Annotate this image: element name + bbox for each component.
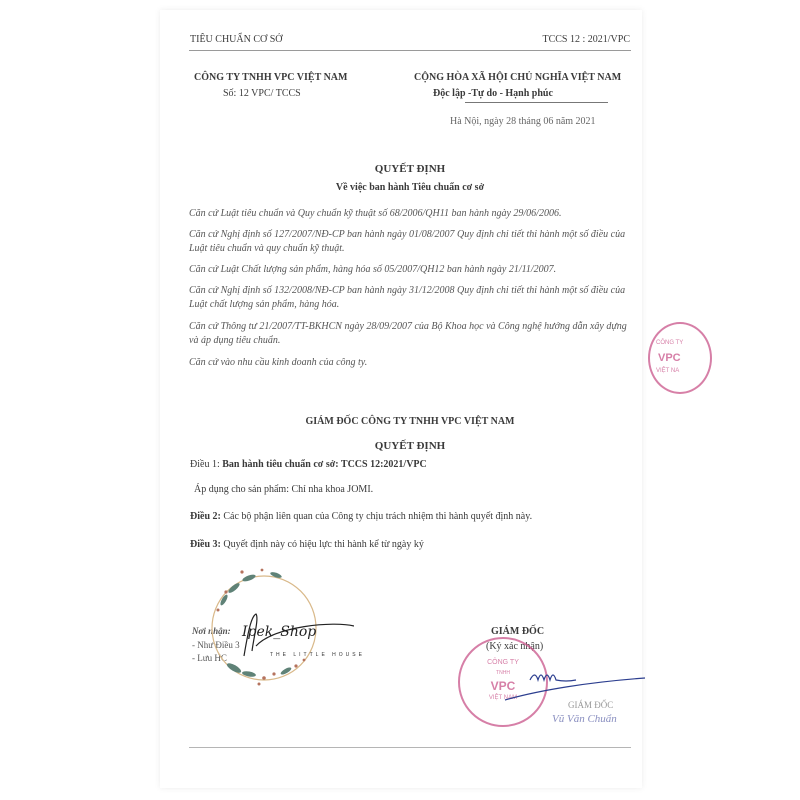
stamp-line-4: VIỆT NAM (488, 695, 518, 701)
stamp-title: GIÁM ĐỐC (568, 700, 614, 710)
header-right: TCCS 12 : 2021/VPC (542, 34, 630, 45)
watermark-brand: Ipek_Shop (242, 624, 317, 640)
article-1 (190, 459, 427, 470)
article-1-label: Điều 1: (190, 459, 220, 470)
article-1-text: Ban hành tiêu chuẩn cơ sở: TCCS 12:2021/VPC (222, 459, 427, 470)
footer-divider (189, 747, 631, 748)
article-3-text: Quyết định này có hiệu lực thi hành kể từ ngày ký (223, 539, 424, 550)
watermark-logo (204, 566, 365, 686)
nation-title: CỘNG HÒA XÃ HỘI CHỦ NGHĨA VIỆT NAM (414, 72, 622, 83)
decision-title: QUYẾT ĐỊNH (374, 163, 446, 175)
basis-2: Căn cứ Nghị định số 127/2007/NĐ-CP ban hành ngày 01/08/2007 Quy định chi tiết thi hành một số điều của Luật tiêu chuẩn và quy chuẩn kỹ thuật. (189, 229, 626, 254)
recipient-1: - Như Điều 3 (192, 640, 240, 650)
side-stamp (648, 322, 712, 394)
basis-4: Căn cứ Nghị định số 132/2008/NĐ-CP ban hành ngày 31/12/2008 Quy định chi tiết thi hành một số điều của Luật chất lượng sản phẩm, hàng hóa. (189, 285, 626, 310)
side-stamp-line-1: CÔNG TY (656, 340, 684, 346)
stamp-line-2: TNHH (496, 670, 510, 676)
decision-title-2: QUYẾT ĐỊNH (374, 440, 446, 452)
decision-subtitle: Về việc ban hành Tiêu chuẩn cơ sở (335, 182, 485, 193)
motto-underline (465, 102, 608, 103)
watermark-tagline: THE LITTLE HOUSE (270, 652, 365, 658)
recipients-label: Nơi nhận: (192, 626, 231, 636)
basis-6: Căn cứ vào nhu cầu kinh doanh của công ty. (189, 357, 368, 368)
stamp-line-1: CÔNG TY (487, 659, 519, 666)
stamp-line-3: VPC (490, 679, 516, 693)
company-name: CÔNG TY TNHH VPC VIỆT NAM (194, 72, 348, 83)
basis-5: Căn cứ Thông tư 21/2007/TT-BKHCN ngày 28/09/2007 của Bộ Khoa học và Công nghệ hướng dẫn xây dựng và áp dụng tiêu chuẩn. (189, 321, 627, 346)
article-3 (190, 539, 424, 550)
basis-3: Căn cứ Luật Chất lượng sản phẩm, hàng hóa số 05/2007/QH12 ban hành ngày 21/11/2007. (189, 264, 557, 275)
header-left: TIÊU CHUẨN CƠ SỞ (190, 34, 283, 45)
recipient-2: - Lưu HC (192, 653, 227, 663)
document-number: Số: 12 VPC/ TCCS (223, 88, 301, 99)
basis-1: Căn cứ Luật tiêu chuẩn và Quy chuẩn kỹ thuật số 68/2006/QH11 ban hành ngày 29/06/2006. (189, 208, 562, 219)
article-2 (190, 511, 532, 522)
nation-motto: Độc lập -Tự do - Hạnh phúc (433, 88, 553, 99)
document-date: Hà Nội, ngày 28 tháng 06 năm 2021 (450, 116, 596, 127)
article-2-label: Điều 2: (190, 511, 221, 522)
signature-note: (Ký xác nhận) (486, 641, 544, 652)
header-divider (189, 50, 631, 51)
article-apply: Áp dụng cho sản phẩm: Chỉ nha khoa JOMI. (194, 484, 374, 495)
director-heading: GIÁM ĐỐC CÔNG TY TNHH VPC VIỆT NAM (305, 416, 515, 427)
signer-name: Vũ Văn Chuẩn (552, 713, 617, 725)
side-stamp-line-2: VPC (658, 352, 681, 364)
article-2-text: Các bộ phận liên quan của Công ty chịu trách nhiệm thi hành quyết định này. (223, 511, 533, 522)
side-stamp-line-3: VIỆT NA (656, 368, 680, 374)
signature-title: GIÁM ĐỐC (491, 626, 545, 637)
article-3-label: Điều 3: (190, 539, 221, 550)
